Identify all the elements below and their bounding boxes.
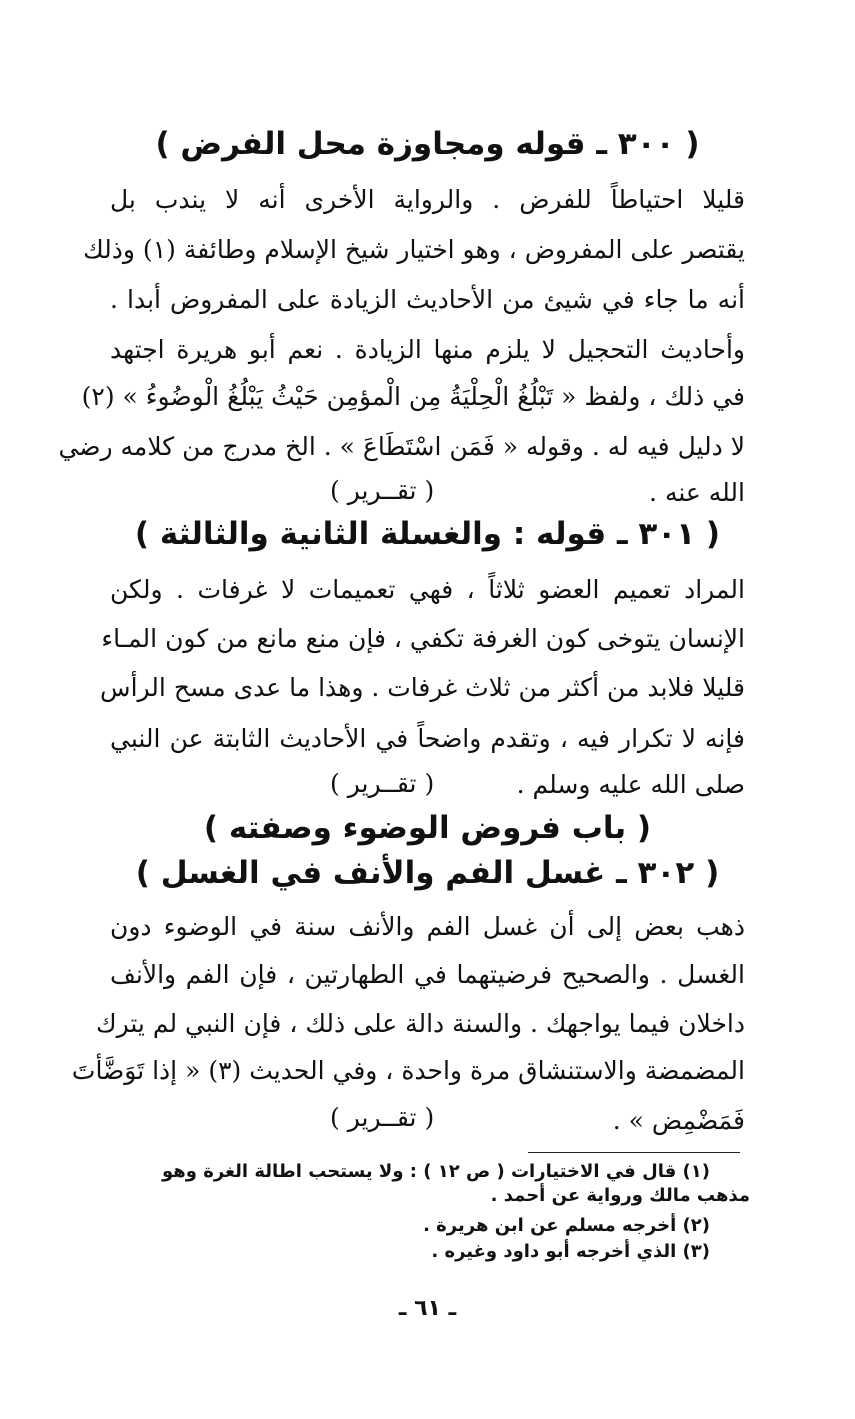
section-heading-302: ( ٣٠٢ ـ غسل الفم والأنف في الغسل ) — [135, 855, 720, 891]
section-heading-300: ( ٣٠٠ ـ قوله ومجاوزة محل الفرض ) — [155, 126, 700, 162]
body-line: الله عنه . — [649, 478, 745, 507]
section-heading-301: ( ٣٠١ ـ قوله : والغسلة الثانية والثالثة ) — [134, 516, 721, 552]
chapter-heading: ( باب فروض الوضوء وصفته ) — [203, 810, 652, 846]
body-line: في ذلك ، ولفظ « تَبْلُغُ الْحِلْيَةُ مِن الْمؤمِن حَيْثُ يَبْلُغُ الْوضُوءُ » (٢) — [81, 382, 745, 411]
taqrir-note: ( تقــرير ) — [330, 476, 435, 505]
body-line: قليلا احتياطاً للفرض . والرواية الأخرى أنه لا يندب بل — [110, 185, 745, 214]
body-line: وأحاديث التحجيل لا يلزم منها الزيادة . نعم أبو هريرة اجتهد — [110, 335, 745, 364]
footnote-separator — [528, 1152, 740, 1153]
body-line: فإنه لا تكرار فيه ، وتقدم واضحاً في الأحاديث الثابتة عن النبي — [110, 724, 745, 753]
body-line: أنه ما جاء في شيئ من الأحاديث الزيادة على المفروض أبدا . — [110, 285, 745, 314]
body-line: يقتصر على المفروض ، وهو اختيار شيخ الإسلام وطائفة (١) وذلك — [83, 235, 745, 264]
footnote-1: (١) قال في الاختيارات ( ص ١٢ ) : ولا يستحب اطالة الغرة وهو — [161, 1161, 710, 1182]
body-line: المراد تعميم العضو ثلاثاً ، فهي تعميمات لا غرفات . ولكن — [110, 575, 745, 604]
taqrir-note: ( تقــرير ) — [330, 769, 435, 798]
page-number: ـ ٦١ ـ — [398, 1296, 457, 1321]
body-line: الغسل . والصحيح فرضيتهما في الطهارتين ، فإن الفم والأنف — [110, 960, 745, 989]
body-line: فَمَضْمِض » . — [612, 1106, 745, 1135]
taqrir-note: ( تقــرير ) — [330, 1103, 435, 1132]
body-line: الإنسان يتوخى كون الغرفة تكفي ، فإن منع مانع من كون المـاء — [101, 624, 745, 653]
body-line: لا دليل فيه له . وقوله « فَمَن اسْتَطَاعَ » . الخ مدرج من كلامه رضي — [58, 432, 745, 461]
footnote-2: (٢) أخرجه مسلم عن ابن هريرة . — [423, 1215, 710, 1236]
body-line: قليلا فلابد من أكثر من ثلاث غرفات . وهذا ما عدى مسح الرأس — [100, 673, 745, 702]
body-line: داخلان فيما يواجهك . والسنة دالة على ذلك ، فإن النبي لم يترك — [95, 1009, 745, 1038]
footnote-1-cont: مذهب مالك ورواية عن أحمد . — [490, 1185, 750, 1206]
body-line: ذهب بعض إلى أن غسل الفم والأنف سنة في الوضوء دون — [110, 912, 745, 941]
footnote-3: (٣) الذي أخرجه أبو داود وغيره . — [431, 1241, 710, 1262]
body-line: صلى الله عليه وسلم . — [516, 770, 745, 799]
body-line: المضمضة والاستنشاق مرة واحدة ، وفي الحديث (٣) « إذا تَوَضَّأتَ — [71, 1056, 745, 1085]
